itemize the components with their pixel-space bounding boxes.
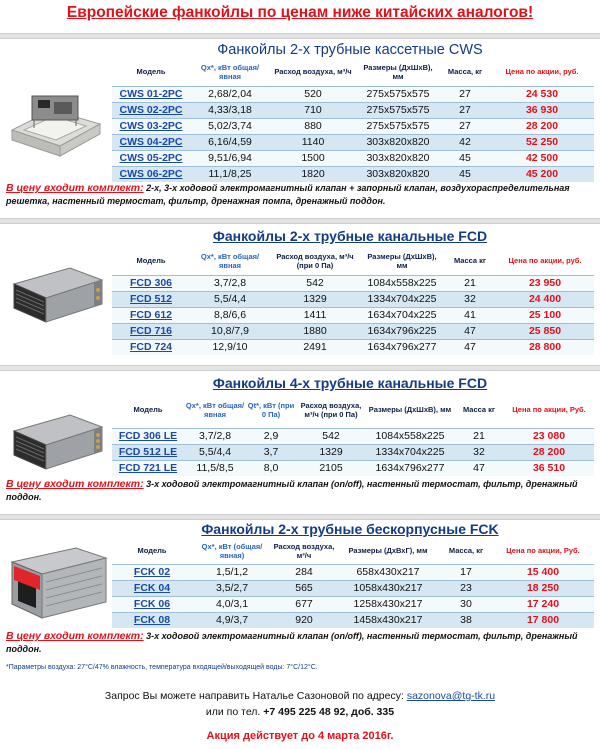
cell: 6,16/4,59: [190, 134, 270, 150]
included-label: В цену входит комплект:: [6, 182, 144, 194]
col-header: Цена по акции, руб.: [490, 58, 594, 86]
table-row: [112, 291, 594, 307]
cell: 32: [444, 291, 496, 307]
cell: 1334x704x225: [360, 291, 444, 307]
price-cell: 15 400: [492, 564, 594, 580]
model-link[interactable]: CWS 03-2PC: [112, 118, 190, 134]
price-cell: 28 200: [504, 444, 594, 460]
cell: 1634x704x225: [360, 307, 444, 323]
col-header: Масса, кг: [440, 538, 492, 564]
price-cell: 52 250: [490, 134, 594, 150]
col-header: Модель: [112, 247, 190, 275]
section-title-fck: Фанкойлы 2-х трубные бескорпусные FCK: [201, 521, 499, 537]
cell: 1058x430x217: [336, 580, 440, 596]
cell: 17: [440, 564, 492, 580]
col-header: Qх*, кВт (общая/явная): [192, 538, 272, 564]
cell: 3,5/2,7: [192, 580, 272, 596]
cell: 2,9: [246, 428, 296, 444]
model-link[interactable]: FCK 04: [112, 580, 192, 596]
table-row: [112, 612, 594, 628]
cell: 677: [272, 596, 336, 612]
cell: 710: [270, 102, 356, 118]
footnote: *Параметры воздуха: 27°C/47% влажность, температура входящей/выходящей воды: 7°C/12°C.: [6, 664, 318, 671]
cell: 11,5/8,5: [184, 460, 246, 476]
cell: 2491: [270, 339, 360, 355]
cell: 1634x796x225: [360, 323, 444, 339]
model-link[interactable]: FCD 512: [112, 291, 190, 307]
col-header: Размеры (ДхШхВ), мм: [356, 58, 440, 86]
model-link[interactable]: CWS 01-2PC: [112, 86, 190, 102]
price-cell: 23 950: [496, 275, 594, 291]
cell: 1329: [270, 291, 360, 307]
model-link[interactable]: FCD 724: [112, 339, 190, 355]
cell: 3,7/2,8: [184, 428, 246, 444]
included-text: 2-х, 3-х ходовой электромагнитный клапан + запорный клапан, воздухораспределительная решетка, настенный термостат, фильтр, дренажная помпа, дренажный поддон.: [6, 183, 570, 206]
price-cell: 28 200: [490, 118, 594, 134]
table-row: [112, 564, 594, 580]
col-header: Масса кг: [444, 247, 496, 275]
col-header: Модель: [112, 392, 184, 428]
spec-table-fcd: [112, 247, 594, 355]
price-cell: 25 850: [496, 323, 594, 339]
contact-line-2: [0, 706, 600, 718]
cell: 4,0/3,1: [192, 596, 272, 612]
col-header: Модель: [112, 538, 192, 564]
table-row: [112, 428, 594, 444]
cell: 542: [296, 428, 366, 444]
model-link[interactable]: FCD 716: [112, 323, 190, 339]
cell: 1500: [270, 150, 356, 166]
cell: 8,8/6,6: [190, 307, 270, 323]
price-cell: 17 240: [492, 596, 594, 612]
cell: 27: [440, 118, 490, 134]
cell: 275x575x575: [356, 118, 440, 134]
col-header: Цена по акции, Руб.: [504, 392, 594, 428]
cell: 12,9/10: [190, 339, 270, 355]
price-cell: 28 800: [496, 339, 594, 355]
cell: 27: [440, 86, 490, 102]
model-link[interactable]: FCK 08: [112, 612, 192, 628]
model-link[interactable]: FCD 612: [112, 307, 190, 323]
price-cell: 45 200: [490, 166, 594, 182]
table-row: [112, 596, 594, 612]
cell: 1329: [296, 444, 366, 460]
section-title-fcd-4pipe: Фанкойлы 4-х трубные канальные FCD: [212, 375, 488, 391]
price-cell: 25 100: [496, 307, 594, 323]
model-link[interactable]: CWS 04-2PC: [112, 134, 190, 150]
table-row: [112, 339, 594, 355]
phone-prefix: или по тел.: [205, 706, 261, 718]
table-row: [112, 134, 594, 150]
col-header: Qх*, кВт общая/ явная: [184, 392, 246, 428]
price-cell: 23 080: [504, 428, 594, 444]
cell: 47: [444, 323, 496, 339]
cell: 1258x430x217: [336, 596, 440, 612]
cell: 5,5/4,4: [190, 291, 270, 307]
cell: 9,51/6,94: [190, 150, 270, 166]
spec-table-cws: [112, 58, 594, 182]
table-row: [112, 580, 594, 596]
cell: 38: [440, 612, 492, 628]
included-label: В цену входит комплект:: [6, 630, 144, 642]
included-kit-cws: [6, 182, 594, 208]
cell: 1140: [270, 134, 356, 150]
cell: 275x575x575: [356, 86, 440, 102]
price-cell: 17 800: [492, 612, 594, 628]
cell: 1084x558x225: [360, 275, 444, 291]
cell: 5,02/3,74: [190, 118, 270, 134]
col-header: Qх*, кВт общая/ явная: [190, 247, 270, 275]
col-header: Расход воздуха, м³/ч: [270, 58, 356, 86]
col-header: Qх*, кВт общая/ явная: [190, 58, 270, 86]
cell: 27: [440, 102, 490, 118]
cell: 2105: [296, 460, 366, 476]
included-text: 3-х ходовой электромагнитный клапан (on/off), настенный термостат, фильтр, дренажный поддон.: [6, 479, 578, 502]
section-divider: [0, 514, 600, 520]
promo-note: Акция действует до 4 марта 2016г.: [206, 730, 394, 742]
phone-number: +7 495 225 48 92, доб. 335: [263, 706, 395, 718]
col-header: Масса, кг: [440, 58, 490, 86]
table-row: [112, 166, 594, 182]
table-row: [112, 444, 594, 460]
col-header: Расход воздуха, м³/ч: [272, 538, 336, 564]
price-cell: 18 250: [492, 580, 594, 596]
cell: 2,68/2,04: [190, 86, 270, 102]
model-link[interactable]: CWS 02-2PC: [112, 102, 190, 118]
section-divider: [0, 33, 600, 39]
col-header: Размеры (ДхШхВ), мм: [366, 392, 454, 428]
cassette-fancoil-image: [8, 90, 104, 164]
cell: 880: [270, 118, 356, 134]
cell: 1411: [270, 307, 360, 323]
cell: 45: [440, 150, 490, 166]
cell: 3,7/2,8: [190, 275, 270, 291]
cell: 47: [454, 460, 504, 476]
included-kit-fcd-4pipe: [6, 478, 594, 504]
contact-line-1: [0, 690, 600, 702]
cell: 32: [454, 444, 504, 460]
col-header: Цена по акции, руб.: [496, 247, 594, 275]
table-row: [112, 102, 594, 118]
cell: 23: [440, 580, 492, 596]
cell: 303x820x820: [356, 134, 440, 150]
cell: 303x820x820: [356, 150, 440, 166]
model-link[interactable]: CWS 06-2PC: [112, 166, 190, 182]
cell: 1334x704x225: [366, 444, 454, 460]
cell: 10,8/7,9: [190, 323, 270, 339]
cell: 3,7: [246, 444, 296, 460]
cell: 5,5/4,4: [184, 444, 246, 460]
col-header: Qt*, кВт (при 0 Па): [246, 392, 296, 428]
ducted-fancoil-4pipe-image: [6, 397, 106, 477]
cell: 47: [444, 339, 496, 355]
section-divider: [0, 218, 600, 224]
cell: 45: [440, 166, 490, 182]
cell: 1458x430x217: [336, 612, 440, 628]
spec-table-fcd-4pipe: [112, 392, 594, 476]
col-header: Расход воздуха, м³/ч (при 0 Па): [270, 247, 360, 275]
price-cell: 24 400: [496, 291, 594, 307]
cell: 41: [444, 307, 496, 323]
cell: 1,5/1,2: [192, 564, 272, 580]
price-cell: 36 510: [504, 460, 594, 476]
cell: 520: [270, 86, 356, 102]
section-title-fcd: Фанкойлы 2-х трубные канальные FCD: [212, 228, 488, 244]
cell: 1820: [270, 166, 356, 182]
cell: 1084x558x225: [366, 428, 454, 444]
model-link[interactable]: FCD 721 LE: [112, 460, 184, 476]
model-link[interactable]: FCK 02: [112, 564, 192, 580]
price-cell: 42 500: [490, 150, 594, 166]
model-link[interactable]: FCD 512 LE: [112, 444, 184, 460]
email-link[interactable]: sazonova@tg-tk.ru: [406, 690, 496, 702]
page-title: Европейские фанкойлы по ценам ниже китайских аналогов!: [66, 4, 534, 21]
cell: 542: [270, 275, 360, 291]
cell: 920: [272, 612, 336, 628]
col-header: Расход воздуха, м³/ч (при 0 Па): [296, 392, 366, 428]
cell: 8,0: [246, 460, 296, 476]
table-row: [112, 460, 594, 476]
cell: 565: [272, 580, 336, 596]
cell: 284: [272, 564, 336, 580]
col-header: Размеры (ДхШхВ), мм: [360, 247, 444, 275]
cell: 42: [440, 134, 490, 150]
section-title-cws: Фанкойлы 2-х трубные кассетные CWS: [217, 42, 483, 58]
frameless-fancoil-image: [6, 542, 110, 622]
cell: 4,9/3,7: [192, 612, 272, 628]
cell: 275x575x575: [356, 102, 440, 118]
cell: 21: [444, 275, 496, 291]
table-row: [112, 150, 594, 166]
table-row: [112, 118, 594, 134]
ducted-fancoil-image: [6, 250, 106, 330]
table-row: [112, 275, 594, 291]
cell: 21: [454, 428, 504, 444]
cell: 1880: [270, 323, 360, 339]
price-cell: 36 930: [490, 102, 594, 118]
cell: 1634x796x277: [366, 460, 454, 476]
cell: 11,1/8,25: [190, 166, 270, 182]
col-header: Цена по акции, Руб.: [492, 538, 594, 564]
contact-prefix: Запрос Вы можете направить Наталье Сазоновой по адресу:: [104, 690, 404, 702]
cell: 658x430x217: [336, 564, 440, 580]
table-row: [112, 86, 594, 102]
included-label: В цену входит комплект:: [6, 478, 144, 490]
col-header: Модель: [112, 58, 190, 86]
included-text: 3-х ходовой электромагнитный клапан (on/off), настенный термостат, фильтр, дренажный поддон.: [6, 631, 578, 654]
model-link[interactable]: FCD 306 LE: [112, 428, 184, 444]
cell: 1634x796x277: [360, 339, 444, 355]
table-row: [112, 323, 594, 339]
cell: 303x820x820: [356, 166, 440, 182]
section-divider: [0, 365, 600, 371]
model-link[interactable]: FCK 06: [112, 596, 192, 612]
col-header: Масса кг: [454, 392, 504, 428]
model-link[interactable]: CWS 05-2PC: [112, 150, 190, 166]
price-cell: 24 530: [490, 86, 594, 102]
model-link[interactable]: FCD 306: [112, 275, 190, 291]
col-header: Размеры (ДхВхГ), мм: [336, 538, 440, 564]
included-kit-fck: [6, 630, 594, 656]
cell: 4,33/3,18: [190, 102, 270, 118]
table-row: [112, 307, 594, 323]
cell: 30: [440, 596, 492, 612]
spec-table-fck: [112, 538, 594, 628]
